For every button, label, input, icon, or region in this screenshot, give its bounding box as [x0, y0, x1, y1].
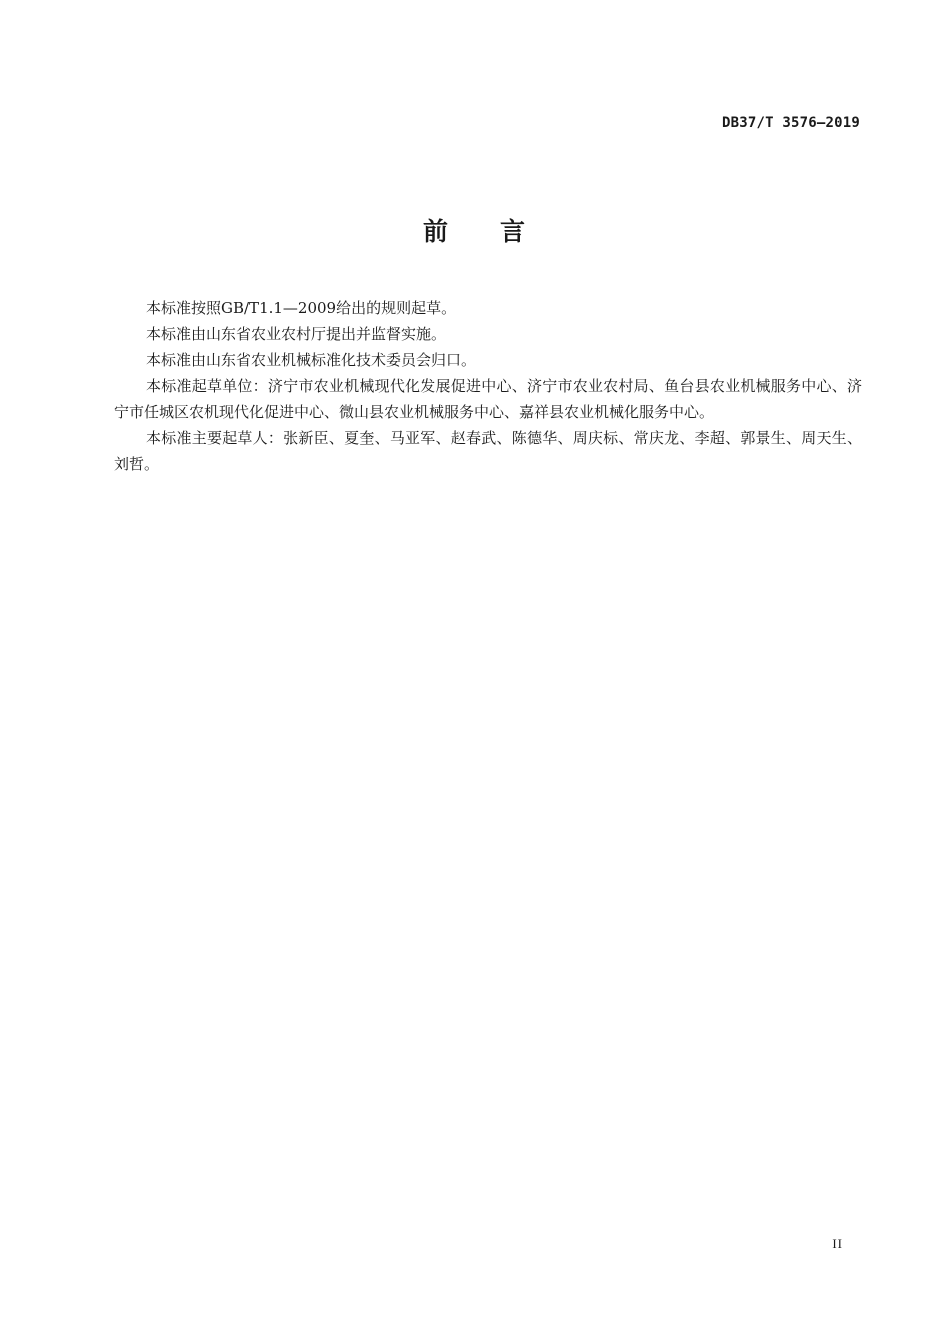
foreword-body — [114, 295, 862, 477]
paragraph-drafters: 本标准主要起草人：张新臣、夏奎、马亚军、赵春武、陈德华、周庆标、常庆龙、李超、郭景生、周天生、刘哲。 — [114, 429, 862, 473]
document-code: DB37/T 3576—2019 — [721, 115, 860, 131]
paragraph-drafting-units: 本标准起草单位：济宁市农业机械现代化发展促进中心、济宁市农业农村局、鱼台县农业机械服务中心、济宁市任城区农机现代化促进中心、微山县农业机械服务中心、嘉祥县农业机械化服务中心。 — [114, 377, 862, 421]
page-title-char-1: 前 — [422, 217, 450, 246]
page-title — [0, 212, 950, 248]
paragraph-proposer: 本标准由山东省农业农村厅提出并监督实施。 — [146, 325, 447, 343]
paragraph-drafting-rules: 本标准按照GB/T1.1—2009给出的规则起草。 — [146, 299, 457, 317]
page-number: II — [832, 1236, 843, 1251]
page-title-char-2: 言 — [500, 217, 528, 246]
paragraph-administrator: 本标准由山东省农业机械标准化技术委员会归口。 — [146, 351, 477, 369]
